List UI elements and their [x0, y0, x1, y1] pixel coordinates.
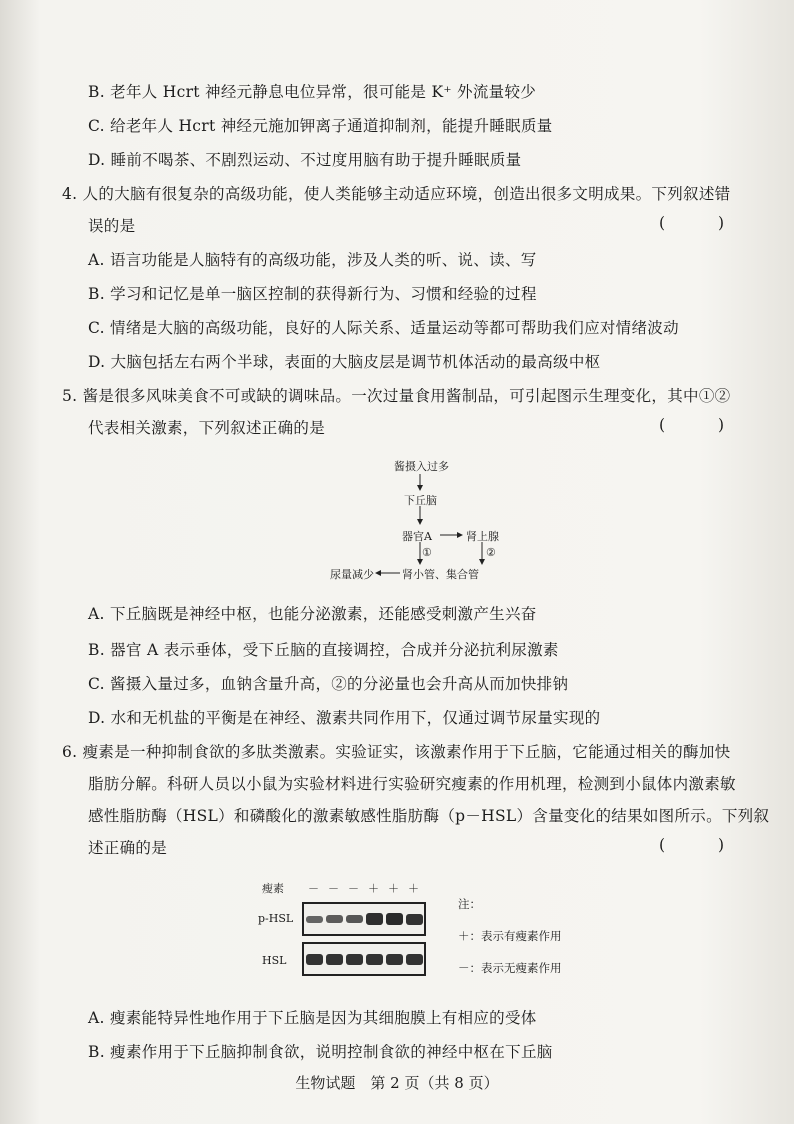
hsl-band-6	[406, 954, 423, 965]
q6-answer-blank: ( )	[658, 836, 748, 854]
q5-option-b: B. 器官 A 表示垂体，受下丘脑的直接调控，合成并分泌抗利尿激素	[88, 641, 559, 659]
q4-option-a: A. 语言功能是人脑特有的高级功能，涉及人类的听、说、读、写	[88, 251, 537, 269]
q6-western-blot-figure	[258, 878, 598, 982]
q5-option-d: D. 水和无机盐的平衡是在神经、激素共同作用下，仅通过调节尿量实现的	[88, 709, 601, 727]
hsl-band-4	[366, 954, 383, 965]
blot-note-plus: ＋：表示有瘦素作用	[458, 929, 562, 943]
hsl-band-1	[306, 954, 323, 965]
hsl-band-3	[346, 954, 363, 965]
node-urine-decrease: 尿量减少	[330, 568, 374, 581]
blot-panel-hsl	[302, 942, 426, 976]
q3-option-c: C. 给老年人 Hcrt 神经元施加钾离子通道抑制剂，能提升睡眠质量	[88, 117, 553, 135]
phsl-band-3	[346, 915, 363, 923]
hsl-band-2	[326, 954, 343, 965]
hsl-band-5	[386, 954, 403, 965]
q6-stem-cont3: 述正确的是	[88, 839, 168, 857]
node-tubules: 肾小管、集合管	[402, 568, 479, 581]
blot-sign-5: ＋	[388, 882, 399, 895]
blot-sign-4: ＋	[368, 882, 379, 895]
q5-option-c: C. 酱摄入量过多，血钠含量升高，②的分泌量也会升高从而加快排钠	[88, 675, 569, 693]
q4-answer-blank: ( )	[658, 214, 748, 232]
blot-sign-3: －	[348, 882, 359, 895]
blot-sign-2: －	[328, 882, 339, 895]
q3-option-b: B. 老年人 Hcrt 神经元静息电位异常，很可能是 K⁺ 外流量较少	[88, 83, 537, 101]
q4-option-c: C. 情绪是大脑的高级功能，良好的人际关系、适量运动等都可帮助我们应对情绪波动	[88, 319, 679, 337]
q4-stem-cont: 误的是	[88, 217, 136, 235]
marker-hormone-2: ②	[486, 546, 496, 559]
phsl-band-4	[366, 913, 383, 925]
phsl-band-6	[406, 914, 423, 925]
q6-option-b: B. 瘦素作用于下丘脑抑制食欲，说明控制食欲的神经中枢在下丘脑	[88, 1043, 553, 1061]
node-adrenal: 肾上腺	[466, 530, 499, 543]
q5-flowchart	[330, 456, 510, 584]
q3-option-d: D. 睡前不喝茶、不剧烈运动、不过度用脑有助于提升睡眠质量	[88, 151, 522, 169]
q6-stem: 6. 瘦素是一种抑制食欲的多肽类激素。实验证实，该激素作用于下丘脑，它能通过相关的酶加快	[62, 743, 731, 761]
q4-stem: 4. 人的大脑有很复杂的高级功能，使人类能够主动适应环境，创造出很多文明成果。下列叙述错	[62, 185, 731, 203]
blot-label-phsl: p-HSL	[258, 912, 294, 925]
blot-panel-phsl	[302, 902, 426, 936]
flowchart-arrows	[330, 456, 510, 584]
node-hypothalamus: 下丘脑	[404, 494, 437, 507]
q5-option-a: A. 下丘脑既是神经中枢，也能分泌激素，还能感受刺激产生兴奋	[88, 605, 537, 623]
q4-option-d: D. 大脑包括左右两个半球，表面的大脑皮层是调节机体活动的最高级中枢	[88, 353, 601, 371]
q6-option-a: A. 瘦素能特异性地作用于下丘脑是因为其细胞膜上有相应的受体	[88, 1009, 537, 1027]
blot-sign-1: －	[308, 882, 319, 895]
blot-row-header: 瘦素	[262, 882, 284, 895]
q6-stem-cont1: 脂肪分解。科研人员以小鼠为实验材料进行实验研究瘦素的作用机理，检测到小鼠体内激素敏	[88, 775, 736, 793]
marker-hormone-1: ①	[422, 546, 432, 559]
blot-label-hsl: HSL	[262, 954, 287, 967]
blot-note-title: 注：	[458, 897, 481, 911]
phsl-band-2	[326, 915, 343, 923]
blot-sign-6: ＋	[408, 882, 419, 895]
phsl-band-5	[386, 913, 403, 925]
q5-stem: 5. 酱是很多风味美食不可或缺的调味品。一次过量食用酱制品，可引起图示生理变化，其中①②	[62, 387, 731, 405]
q5-stem-cont: 代表相关激素，下列叙述正确的是	[88, 419, 326, 437]
page-footer: 生物试题 第 2 页（共 8 页）	[295, 1074, 499, 1092]
blot-note-minus: －：表示无瘦素作用	[458, 961, 562, 975]
q6-stem-cont2: 感性脂肪酶（HSL）和磷酸化的激素敏感性脂肪酶（p－HSL）含量变化的结果如图所示。下列叙	[88, 807, 770, 825]
phsl-band-1	[306, 916, 323, 923]
node-excess-intake: 酱摄入过多	[394, 460, 449, 473]
q5-answer-blank: ( )	[658, 416, 748, 434]
q4-option-b: B. 学习和记忆是单一脑区控制的获得新行为、习惯和经验的过程	[88, 285, 537, 303]
node-organ-a: 器官A	[402, 530, 432, 543]
